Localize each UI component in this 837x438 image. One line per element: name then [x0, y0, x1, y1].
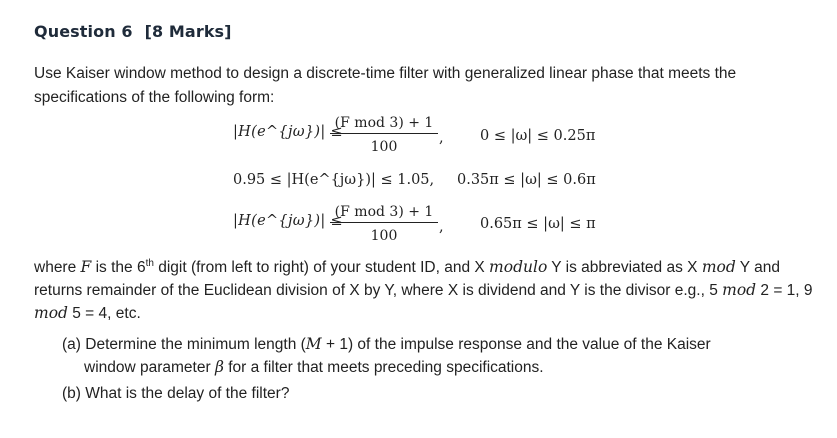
question-a-line2 — [62, 356, 822, 379]
question-b: (b) What is the delay of the filter? — [62, 385, 290, 402]
where-text: digit (from left to right) of your student ID, and X — [153, 259, 490, 276]
where-text: Y is abbreviated as X — [547, 259, 702, 276]
where-paragraph — [34, 256, 824, 325]
where-text: is the 6 — [91, 259, 146, 276]
var-M: M — [305, 335, 322, 353]
spec3-fraction — [330, 204, 438, 244]
spec3-comma: , — [439, 219, 444, 235]
where-text: 2 = 1, 9 — [756, 282, 813, 299]
spec1-numerator: (F mod 3) + 1 — [330, 115, 438, 134]
question-a-text: window parameter — [84, 359, 215, 376]
spec1-denominator: 100 — [370, 139, 398, 155]
word-mod: mod — [701, 258, 736, 276]
word-mod: mod — [34, 304, 68, 322]
word-modulo: modulo — [489, 258, 548, 276]
word-mod: mod — [722, 281, 757, 299]
where-text: Y and returns remainder of the Euclidean division of X by Y, where X is dividend and Y is the divisor e.g., 5 — [34, 259, 781, 299]
var-F: F — [80, 258, 92, 276]
spec1-lhs: |H(e^{jω})| ≤ — [233, 124, 343, 140]
question-a-text: for a filter that meets preceding specifications. — [223, 359, 544, 376]
spec3-denominator: 100 — [370, 228, 398, 244]
intro-paragraph: Use Kaiser window method to design a discrete-time filter with generalized linear phase that meets the specifications of the following form: — [34, 65, 737, 106]
question-heading — [34, 22, 232, 41]
spec1-range: 0 ≤ |ω| ≤ 0.25π — [480, 128, 596, 144]
spec3-range: 0.65π ≤ |ω| ≤ π — [480, 216, 596, 232]
where-text: 5 = 4, etc. — [67, 305, 141, 322]
superscript-th: th — [145, 257, 154, 269]
question-a — [62, 333, 822, 379]
question-marks: [8 Marks] — [144, 22, 232, 41]
question-number: Question 6 — [34, 22, 133, 41]
where-text: where — [34, 259, 81, 276]
spec2-range: 0.35π ≤ |ω| ≤ 0.6π — [457, 172, 596, 188]
question-a-text: (a) Determine the minimum length ( — [62, 336, 306, 353]
question-a-text: + 1) of the impulse response and the value of the Kaiser — [321, 336, 711, 353]
spec1-fraction — [330, 115, 438, 155]
spec3-numerator: (F mod 3) + 1 — [330, 204, 438, 223]
var-beta: β — [214, 358, 224, 376]
spec2-lhs: 0.95 ≤ |H(e^{jω})| ≤ 1.05, — [233, 172, 435, 188]
spec3-lhs: |H(e^{jω})| ≤ — [233, 213, 343, 229]
spec1-comma: , — [439, 130, 444, 146]
